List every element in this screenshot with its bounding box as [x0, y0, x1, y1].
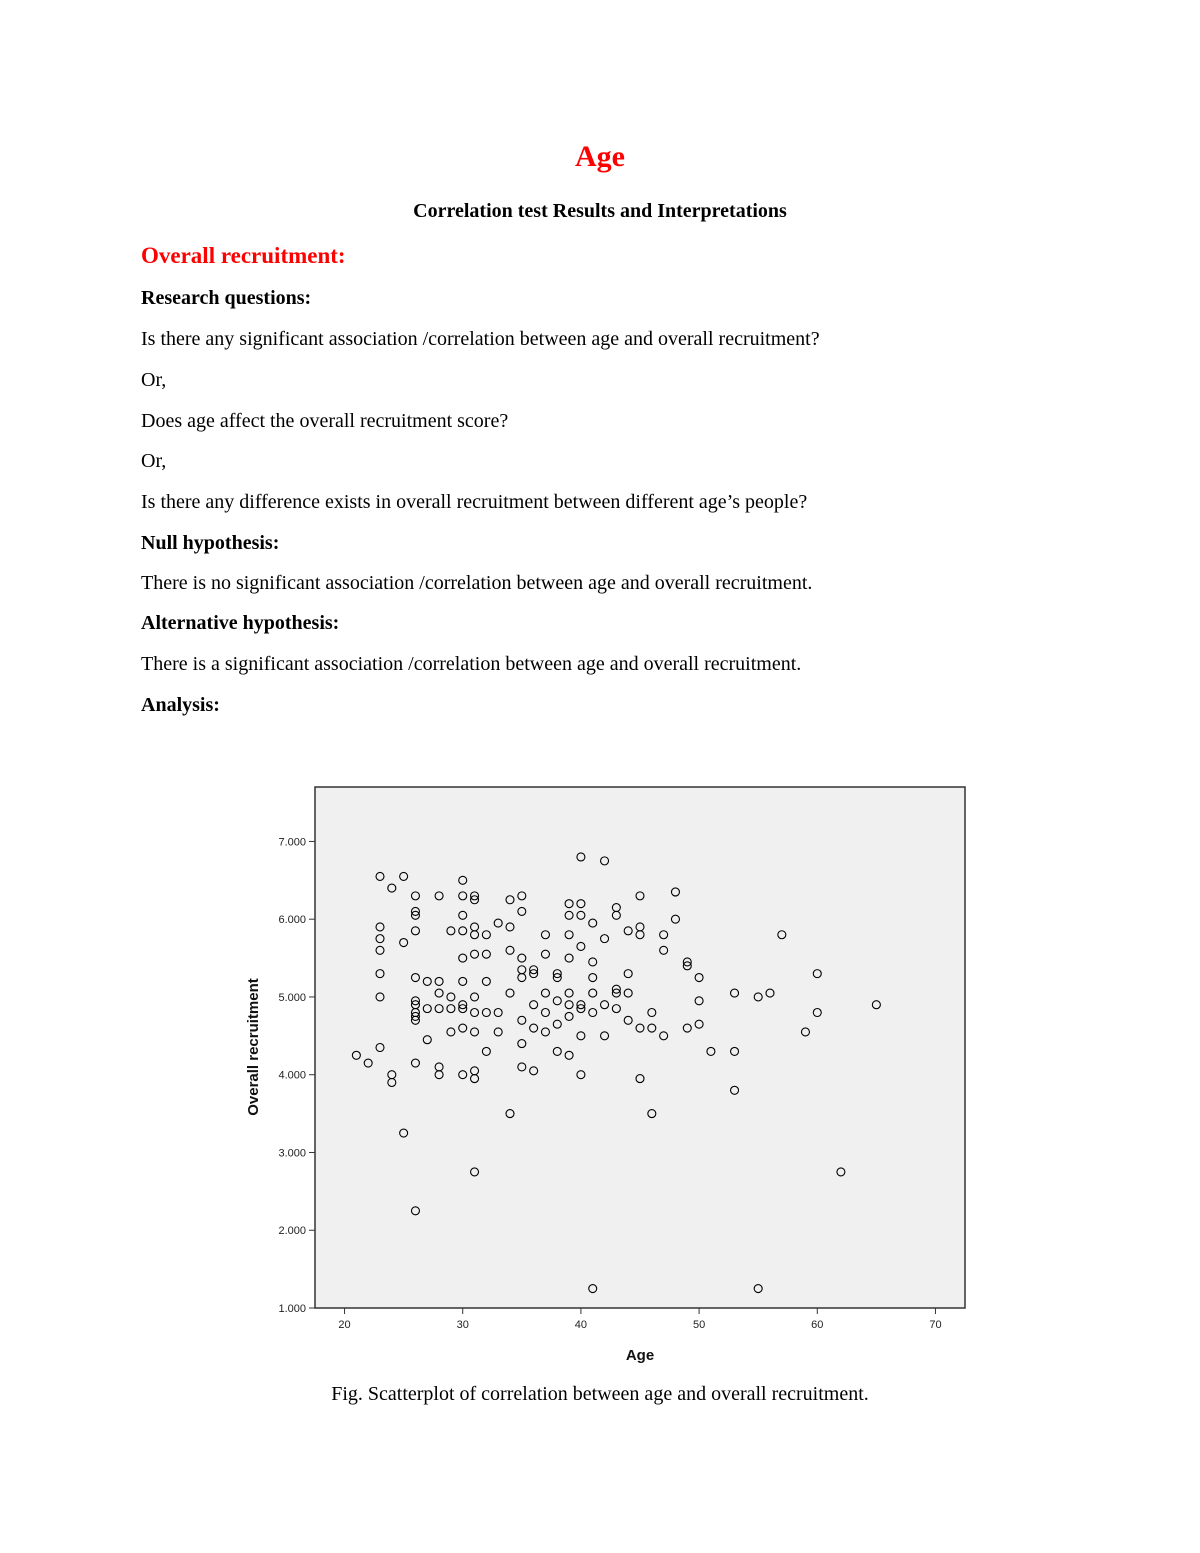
plot-area [315, 787, 965, 1308]
x-tick-label: 40 [574, 1319, 588, 1331]
y-tick-label: 3.000 [278, 1147, 306, 1160]
x-tick-label: 30 [456, 1319, 469, 1331]
y-tick-label: 5.000 [278, 991, 306, 1004]
null-hypothesis-text: There is no significant association /correlation between age and overall recruitment. [141, 572, 813, 594]
y-tick-label: 1.000 [278, 1303, 306, 1315]
alternative-hypothesis-text: There is a significant association /correlation between age and overall recruitment. [141, 653, 802, 675]
x-tick-label: 70 [929, 1319, 942, 1331]
question-2: Does age affect the overall recruitment score? [141, 410, 509, 432]
document-subtitle: Correlation test Results and Interpretations [413, 200, 787, 222]
y-axis [278, 836, 315, 1315]
or-separator-1: Or, [141, 369, 167, 391]
y-tick-label: 7.000 [278, 836, 306, 849]
y-tick-label: 2.000 [278, 1225, 306, 1238]
research-questions-label: Research questions: [141, 287, 312, 309]
x-tick-label: 20 [338, 1319, 351, 1331]
question-3: Is there any difference exists in overall recruitment between different age’s people? [141, 491, 808, 513]
scatterplot-chart [235, 775, 985, 1375]
x-axis-title: Age [625, 1347, 655, 1364]
x-tick-label: 50 [692, 1319, 706, 1331]
document-title: Age [575, 140, 625, 173]
x-axis [338, 1308, 941, 1331]
figure-caption: Fig. Scatterplot of correlation between age and overall recruitment. [331, 1383, 869, 1405]
or-separator-2: Or, [141, 450, 167, 472]
question-1: Is there any significant association /correlation between age and overall recruitment? [141, 328, 820, 350]
x-tick-label: 60 [811, 1319, 824, 1331]
section-heading: Overall recruitment: [141, 243, 346, 268]
y-tick-label: 6.000 [278, 914, 306, 927]
y-axis-title: Overall recruitment [245, 978, 262, 1116]
alternative-hypothesis-label: Alternative hypothesis: [141, 612, 340, 634]
analysis-label: Analysis: [141, 694, 220, 716]
null-hypothesis-label: Null hypothesis: [141, 532, 280, 554]
y-tick-label: 4.000 [278, 1069, 306, 1082]
